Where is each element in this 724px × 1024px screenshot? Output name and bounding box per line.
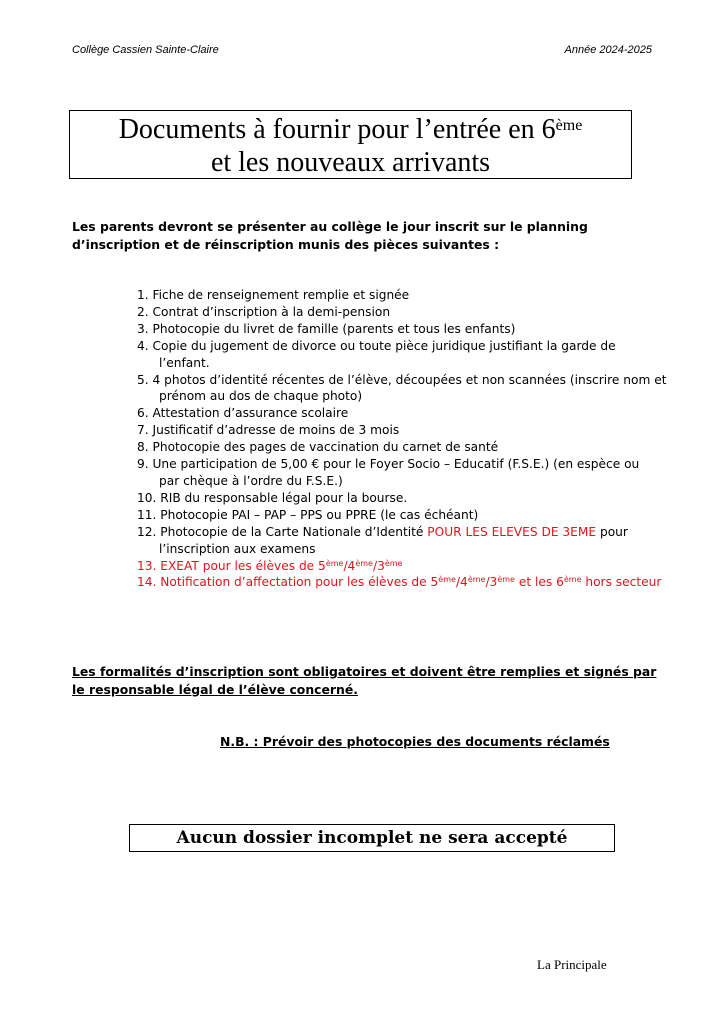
list-item-exeat (137, 558, 677, 575)
page-title (69, 110, 632, 179)
list-item-line: 5. 4 photos d’identité récentes de l’élève, découpées et non scannées (inscrire nom et (137, 372, 667, 387)
formalities-paragraph: Les formalités d’inscription sont obligatoires et doivent être remplies et signés par le responsable légal de l’élève concerné. (72, 664, 657, 697)
text: 13. EXEAT pour les élèves de 5 (137, 558, 326, 573)
nb-note: N.B. : Prévoir des photocopies des documents réclamés (220, 734, 610, 749)
list-item-line: 9. Une participation de 5,00 € pour le Foyer Socio – Educatif (F.S.E.) (en espèce ou (137, 457, 640, 472)
school-name: Collège Cassien Sainte-Claire (72, 44, 219, 56)
text: et les 6 (514, 575, 564, 590)
list-item: 8. Photocopie des pages de vaccination du carnet de santé (137, 440, 499, 455)
incomplete-notice: Aucun dossier incomplet ne sera accepté (129, 824, 615, 852)
list-item: 7. Justificatif d’adresse de moins de 3 mois (137, 423, 400, 438)
superscript: ème (438, 575, 456, 585)
text: /4 (343, 558, 356, 573)
superscript: ème (563, 575, 582, 585)
superscript: ème (384, 558, 403, 568)
highlight-text: POUR LES ELEVES DE 3EME (427, 524, 597, 539)
text: hors secteur (581, 575, 662, 590)
intro-paragraph: Les parents devront se présenter au collège le jour inscrit sur le planning d’inscription et de réinscription munis des pièces suivantes : (72, 219, 588, 252)
list-item-line: 4. Copie du jugement de divorce ou toute pièce juridique justifiant la garde de (137, 338, 616, 353)
list-item (137, 338, 677, 372)
list-item-continuation: l’enfant. (159, 355, 210, 370)
title-superscript: ème (555, 117, 583, 134)
list-item: 3. Photocopie du livret de famille (parents et tous les enfants) (137, 321, 516, 336)
text: /3 (372, 558, 385, 573)
text: /4 (455, 575, 468, 590)
list-item: 11. Photocopie PAI – PAP – PPS ou PPRE (le cas échéant) (137, 507, 479, 522)
list-item: 10. RIB du responsable légal pour la bourse. (137, 490, 408, 505)
list-item (137, 456, 677, 490)
list-item (137, 524, 677, 558)
list-item-continuation: l’inscription aux examens (159, 541, 316, 556)
title-line-1 (70, 113, 631, 146)
text: 14. Notification d’affectation pour les élèves de 5 (137, 575, 439, 590)
list-item: 6. Attestation d’assurance scolaire (137, 406, 349, 421)
list-item: 2. Contrat d’inscription à la demi-pension (137, 304, 391, 319)
title-line-1-text: Documents à fournir pour l’entrée en 6 (118, 114, 556, 145)
text: /3 (485, 575, 498, 590)
list-item (137, 372, 677, 406)
superscript: ème (467, 575, 486, 585)
list-item-notification (137, 574, 677, 591)
superscript: ème (355, 558, 373, 568)
documents-list (137, 287, 677, 591)
superscript: ème (325, 558, 344, 568)
list-item-continuation: prénom au dos de chaque photo) (159, 389, 363, 404)
superscript: ème (497, 575, 515, 585)
list-item-continuation: par chèque à l’ordre du F.S.E.) (159, 473, 343, 488)
title-line-2: et les nouveaux arrivants (210, 147, 491, 178)
list-item-line: 12. Photocopie de la Carte Nationale d’Identité (137, 524, 428, 539)
school-year: Année 2024-2025 (564, 44, 652, 56)
list-item: 1. Fiche de renseignement remplie et signée (137, 288, 410, 302)
signature: La Principale (537, 957, 607, 972)
list-item-line-end: pour (596, 524, 628, 539)
